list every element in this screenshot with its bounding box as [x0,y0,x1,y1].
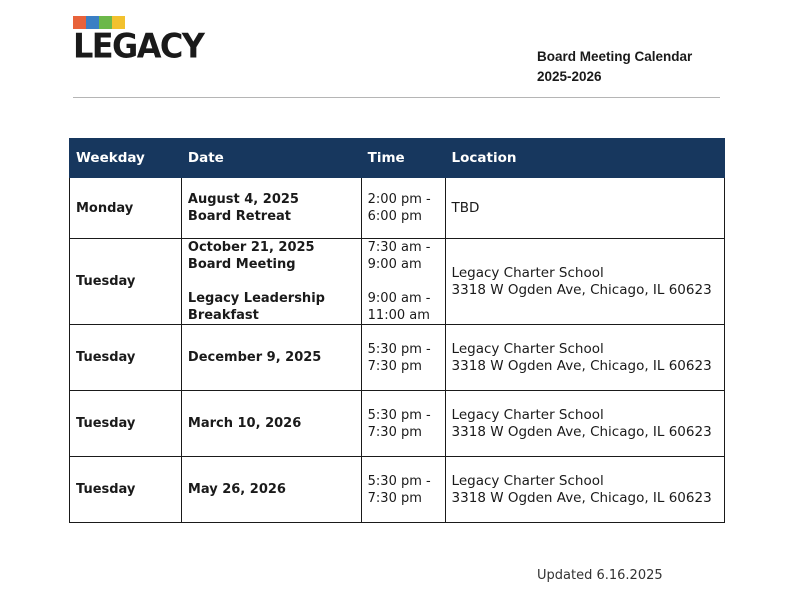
location-name: Legacy Charter School [451,264,604,281]
time-start: 5:30 pm - [367,341,431,357]
date-cell [181,178,361,239]
weekday-cell: Tuesday [70,325,182,391]
legacy-logo [73,16,203,66]
event-text: Breakfast [187,308,259,323]
table-row [70,391,725,457]
date-cell [181,239,361,325]
time-end: 7:30 pm [367,424,422,440]
event-text: Board Meeting [187,257,296,272]
location-name: Legacy Charter School [451,406,604,423]
date-text: May 26, 2026 [187,482,286,497]
time-cell [361,325,445,391]
location-address: 3318 W Ogden Ave, Chicago, IL 60623 [451,423,712,440]
location-cell [445,457,724,523]
event-text: Board Retreat [187,209,292,224]
time-start: 5:30 pm - [367,407,431,423]
meeting-calendar-table [69,138,725,523]
header-location: Location [445,139,724,178]
time-cell [361,391,445,457]
table-row [70,178,725,239]
table-row [70,325,725,391]
spacer [368,273,439,290]
date-text: December 9, 2025 [187,350,322,365]
date-cell [181,457,361,523]
time-start: 5:30 pm - [367,473,431,489]
date-text: August 4, 2025 [187,192,299,207]
location-cell [445,178,724,239]
date-text: October 21, 2025 [187,240,315,255]
time-start: 7:30 am - [367,240,431,255]
location-cell [445,391,724,457]
header-date: Date [181,139,361,178]
table-header-row [70,139,725,178]
location-address: 3318 W Ogden Ave, Chicago, IL 60623 [451,489,712,506]
time-end: 11:00 am [367,308,430,323]
event-text: Legacy Leadership [187,291,325,306]
date-text: March 10, 2026 [187,416,302,431]
time-end: 7:30 pm [367,358,422,374]
title-line-2: 2025-2026 [537,69,602,84]
table-row [70,457,725,523]
spacer [188,273,355,290]
time-cell [361,239,445,325]
time-end: 7:30 pm [367,490,422,506]
header-weekday: Weekday [70,139,182,178]
location-name: Legacy Charter School [451,472,604,489]
location-address: 3318 W Ogden Ave, Chicago, IL 60623 [451,357,712,374]
weekday-cell: Tuesday [70,391,182,457]
time-cell [361,457,445,523]
weekday-cell: Tuesday [70,457,182,523]
time-end: 9:00 am [367,257,422,272]
time-end: 6:00 pm [367,209,422,224]
updated-date: Updated 6.16.2025 [537,568,663,583]
header-time: Time [361,139,445,178]
location-cell [445,325,724,391]
document-title [537,47,692,87]
time-start: 2:00 pm - [367,192,431,207]
date-cell [181,391,361,457]
location-cell [445,239,724,325]
weekday-cell: Monday [70,178,182,239]
time-start: 9:00 am - [367,291,431,306]
location-address: 3318 W Ogden Ave, Chicago, IL 60623 [451,281,712,298]
logo-wordmark: LEGACY [73,26,204,66]
location-name: Legacy Charter School [451,340,604,357]
time-cell [361,178,445,239]
weekday-cell: Tuesday [70,239,182,325]
table-row [70,239,725,325]
title-line-1: Board Meeting Calendar [537,49,693,64]
date-cell [181,325,361,391]
header-divider [73,97,720,98]
location-name: TBD [451,199,480,216]
